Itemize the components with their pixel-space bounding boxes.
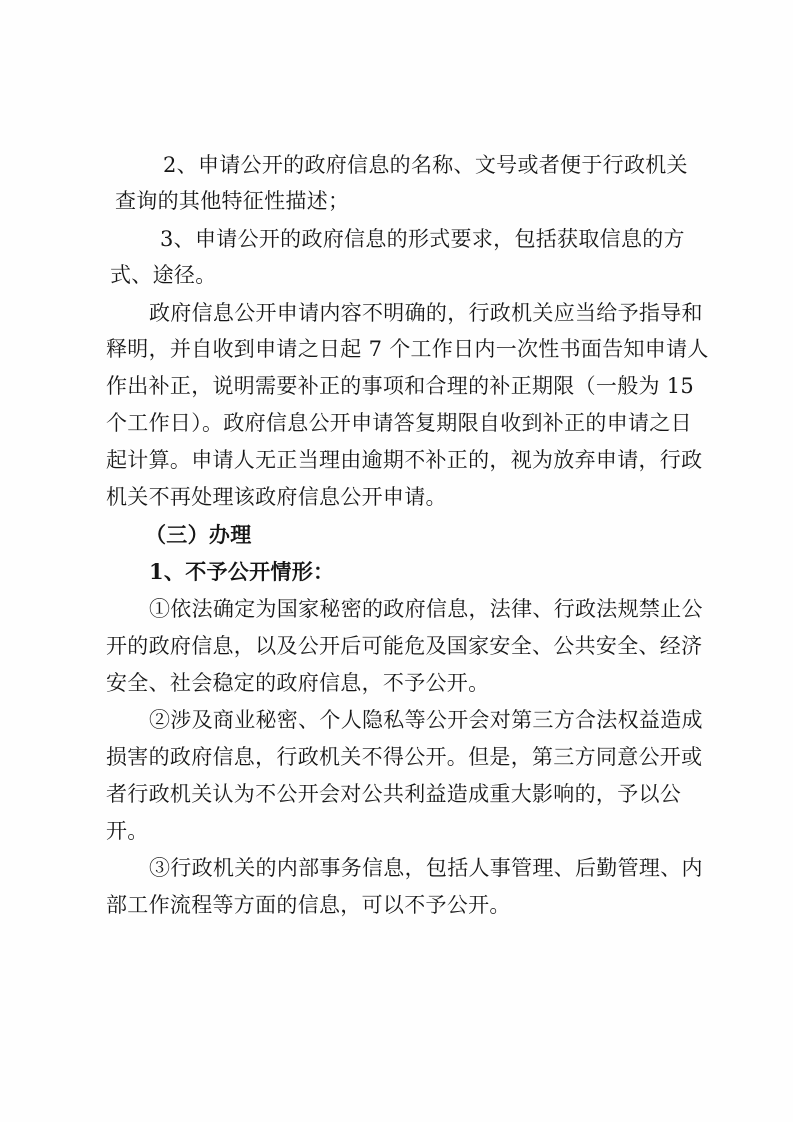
text-line: 起计算。申请人无正当理由逾期不补正的，视为放弃申请，行政 [106,448,703,472]
text-line: 查询的其他特征性描述； [115,189,350,213]
text-line: 安全、社会稳定的政府信息，不予公开。 [106,671,490,695]
text-line: 释明，并自收到申请之日起 7 个工作日内一次性书面告知申请人 [106,337,709,361]
text-line: 开的政府信息，以及公开后可能危及国家安全、公共安全、经济 [106,634,703,658]
text-line: 3、申请公开的政府信息的形式要求，包括获取信息的方 [160,227,685,251]
text-line: 机关不再处理该政府信息公开申请。 [106,485,447,509]
text-line: ②涉及商业秘密、个人隐私等公开会对第三方合法权益造成 [149,708,703,732]
text-line: 部工作流程等方面的信息，可以不予公开。 [106,893,511,917]
text-line: ③行政机关的内部事务信息，包括人事管理、后勤管理、内 [149,856,703,880]
text-line: ①依法确定为国家秘密的政府信息，法律、行政法规禁止公 [149,597,703,621]
text-line: 损害的政府信息，行政机关不得公开。但是，第三方同意公开或 [106,745,703,769]
text-line: 个工作日）。政府信息公开申请答复期限自收到补正的申请之日 [106,411,692,435]
subsection-heading: 1、不予公开情形： [149,559,335,584]
text-line: 2、申请公开的政府信息的名称、文号或者便于行政机关 [163,153,688,177]
text-line: 作出补正，说明需要补正的事项和合理的补正期限（一般为 15 [106,374,695,398]
text-line: 政府信息公开申请内容不明确的，行政机关应当给予指导和 [149,301,703,325]
text-line: 式、途径。 [110,263,217,287]
section-heading: （三）办理 [145,522,252,547]
text-line: 者行政机关认为不公开会对公共利益造成重大影响的，予以公 [106,782,682,806]
text-line: 开。 [106,819,149,843]
